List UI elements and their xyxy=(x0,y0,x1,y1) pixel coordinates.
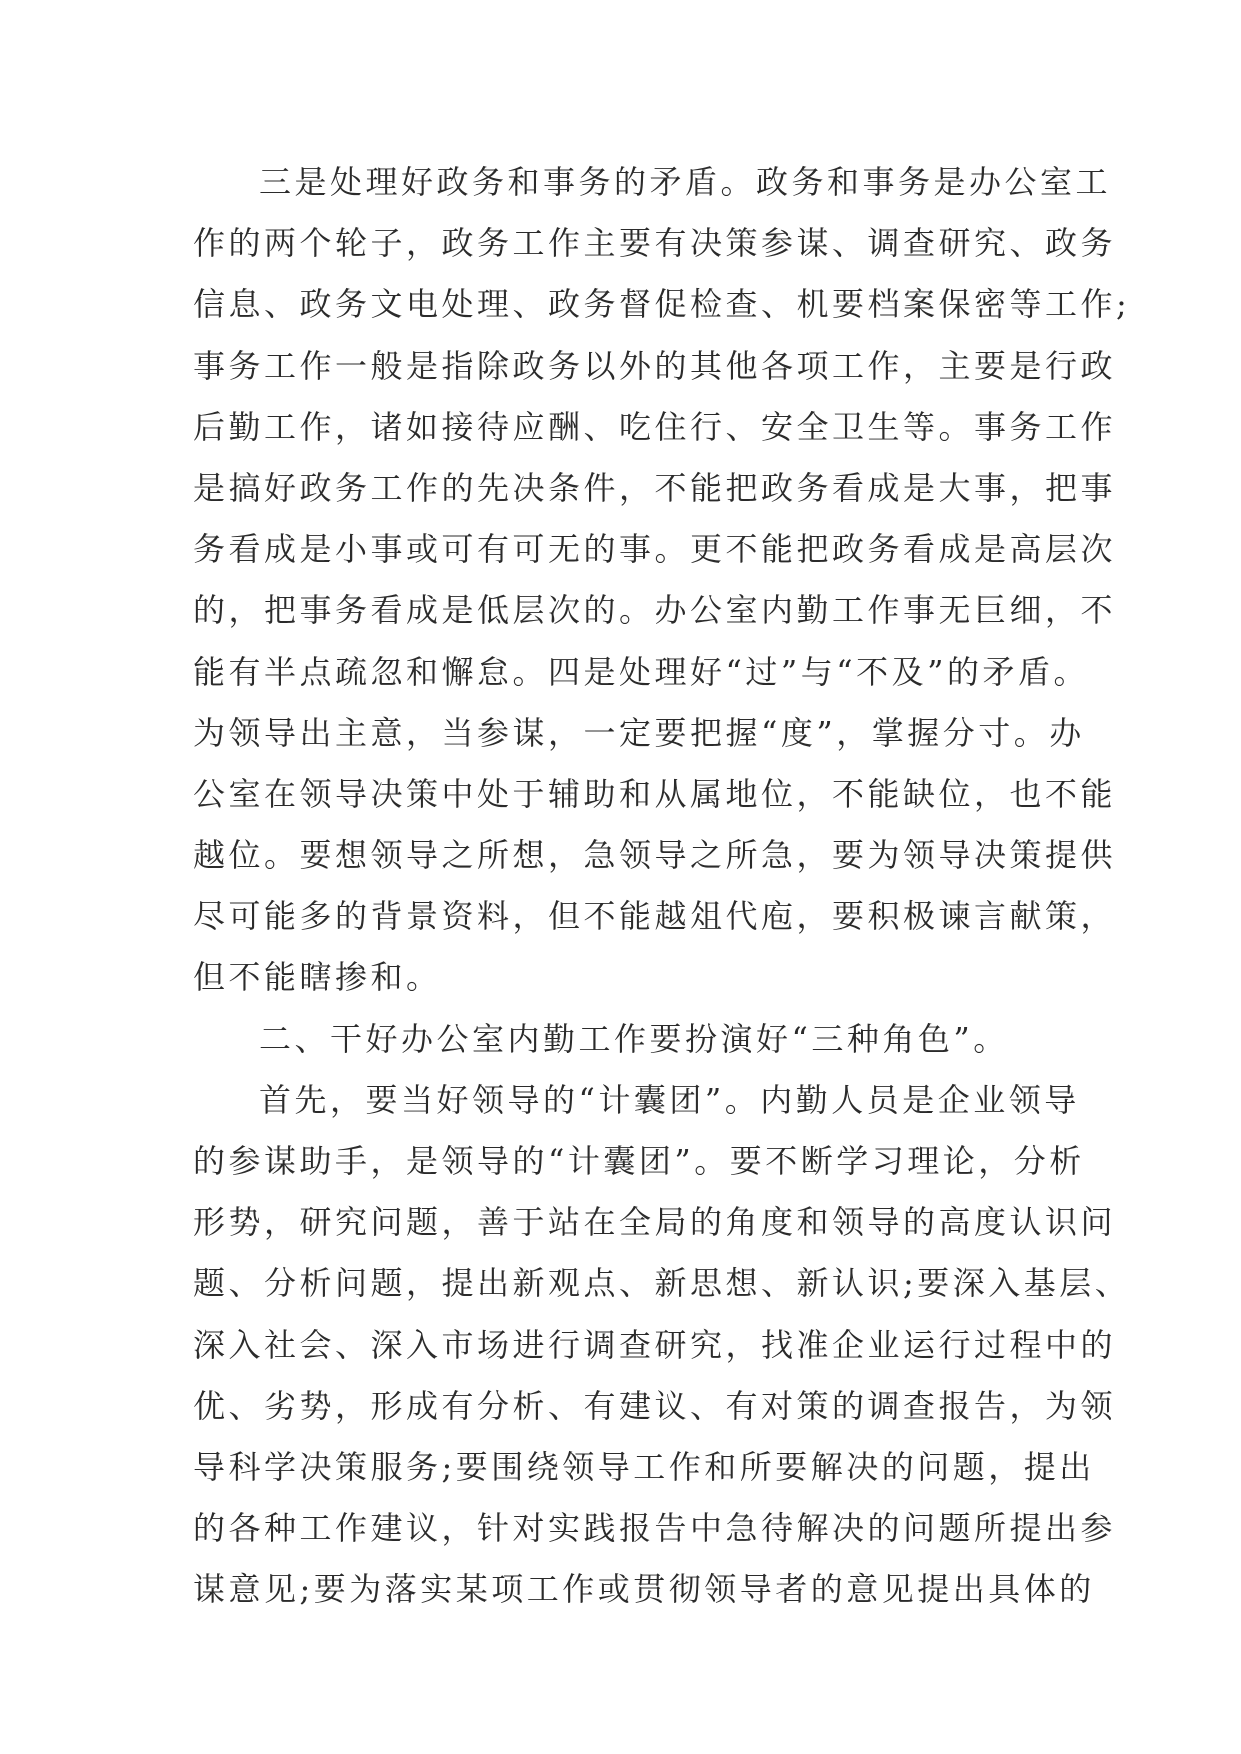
paragraph-line: 首先，要当好领导的“计囊团”。内勤人员是企业领导 xyxy=(259,1080,1080,1119)
paragraph-line: 后勤工作，诸如接待应酬、吃住行、安全卫生等。事务工作 xyxy=(193,407,1117,446)
paragraph-line: 公室在领导决策中处于辅助和从属地位，不能缺位，也不能 xyxy=(193,774,1117,813)
paragraph-line: 越位。要想领导之所想，急领导之所急，要为领导决策提供 xyxy=(193,836,1117,875)
paragraph-line: 形势，研究问题，善于站在全局的角度和领导的高度认识问 xyxy=(193,1203,1117,1242)
document-body xyxy=(193,152,1131,1621)
paragraph-line: 尽可能多的背景资料，但不能越俎代庖，要积极谏言献策， xyxy=(193,897,1117,936)
paragraph-line: 事务工作一般是指除政务以外的其他各项工作，主要是行政 xyxy=(193,346,1117,385)
paragraph-line: 题、分析问题，提出新观点、新思想、新认识;要深入基层、 xyxy=(193,1264,1131,1303)
paragraph-line: 三是处理好政务和事务的矛盾。政务和事务是办公室工 xyxy=(259,163,1112,201)
paragraph-line: 务看成是小事或可有可无的事。更不能把政务看成是高层次 xyxy=(193,530,1117,569)
paragraph-line: 的，把事务看成是低层次的。办公室内勤工作事无巨细，不 xyxy=(193,591,1117,630)
paragraph-line: 导科学决策服务;要围绕领导工作和所要解决的问题，提出 xyxy=(193,1447,1095,1486)
paragraph-line: 为领导出主意，当参谋，一定要把握“度”，掌握分寸。办 xyxy=(193,713,1085,752)
section-heading: 二、干好办公室内勤工作要扮演好“三种角色”。 xyxy=(259,1019,1009,1058)
paragraph-line: 但不能瞎掺和。 xyxy=(193,958,442,997)
paragraph-line: 能有半点疏忽和懈怠。四是处理好“过”与“不及”的矛盾。 xyxy=(193,652,1089,691)
paragraph-line: 作的两个轮子，政务工作主要有决策参谋、调查研究、政务 xyxy=(193,224,1117,263)
paragraph-line: 的各种工作建议，针对实践报告中急待解决的问题所提出参 xyxy=(193,1509,1117,1548)
paragraph-line: 信息、政务文电处理、政务督促检查、机要档案保密等工作; xyxy=(193,285,1131,324)
paragraph-line: 优、劣势，形成有分析、有建议、有对策的调查报告，为领 xyxy=(193,1386,1117,1425)
paragraph-line: 的参谋助手，是领导的“计囊团”。要不断学习理论，分析 xyxy=(193,1142,1085,1180)
paragraph-line: 是搞好政务工作的先决条件，不能把政务看成是大事，把事 xyxy=(193,468,1117,507)
paragraph-line: 谋意见;要为落实某项工作或贯彻领导者的意见提出具体的 xyxy=(193,1570,1095,1609)
paragraph-line: 深入社会、深入市场进行调查研究，找准企业运行过程中的 xyxy=(193,1325,1117,1364)
